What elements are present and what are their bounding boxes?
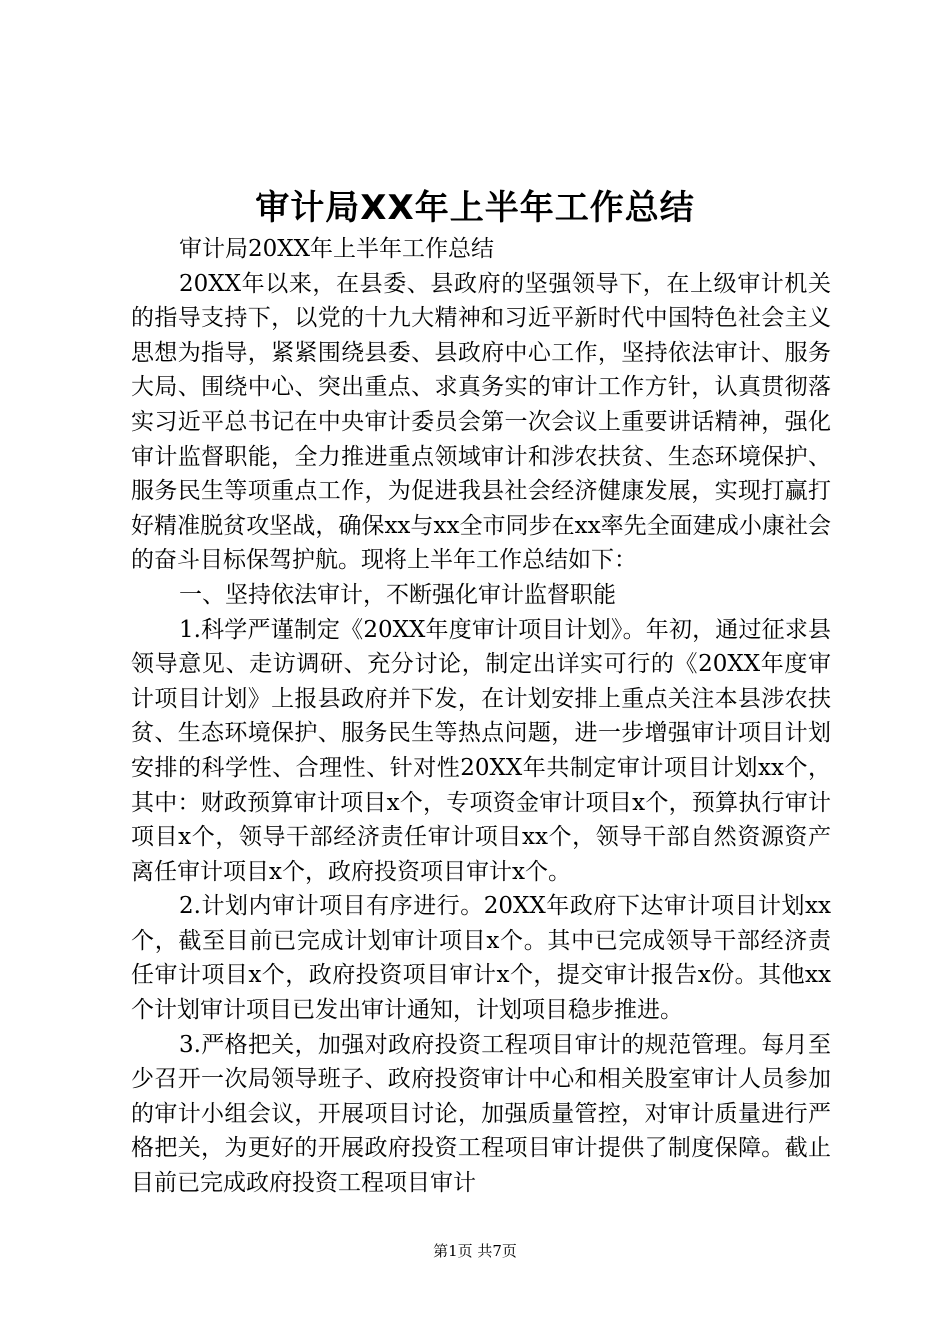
- intro-paragraph: 20XX年以来，在县委、县政府的坚强领导下，在上级审计机关的指导支持下，以党的十九大精神和习近平新时代中国特色社会主义思想为指导，紧紧围绕县委、县政府中心工作，坚持依法审计、服务大局、围绕中心、突出重点、求真务实的审计工作方针，认真贯彻落实习近平总书记在中央审计委员会第一次会议上重要讲话精神，强化审计监督职能，全力推进重点领域审计和涉农扶贫、生态环境保护、服务民生等项重点工作，为促进我县社会经济健康发展，实现打赢打好精准脱贫攻坚战，确保xx与xx全市同步在xx率先全面建成小康社会的奋斗目标保驾护航。现将上半年工作总结如下：: [131, 270, 831, 574]
- subtitle-paragraph: 审计局20XX年上半年工作总结: [179, 236, 495, 262]
- body-paragraph: 2.计划内审计项目有序进行。20XX年政府下达审计项目计划xx个，截至目前已完成计划审计项目x个。其中已完成领导干部经济责任审计项目x个，政府投资项目审计x个，提交审计报告x份。其他xx个计划审计项目已发出审计通知，计划项目稳步推进。: [131, 893, 831, 1024]
- body-paragraph: 1.科学严谨制定《20XX年度审计项目计划》。年初，通过征求县领导意见、走访调研、充分讨论，制定出详实可行的《20XX年度审计项目计划》上报县政府并下发，在计划安排上重点关注本县涉农扶贫、生态环境保护、服务民生等热点问题，进一步增强审计项目计划安排的科学性、合理性、针对性20XX年共制定审计项目计划xx个，其中：财政预算审计项目x个，专项资金审计项目x个，预算执行审计项目x个，领导干部经济责任审计项目xx个，领导干部自然资源资产离任审计项目x个，政府投资项目审计x个。: [131, 616, 831, 885]
- document-title: 审计局XX年上半年工作总结: [255, 188, 695, 228]
- section-heading: 一、坚持依法审计，不断强化审计监督职能: [179, 581, 616, 608]
- body-paragraph: 3.严格把关，加强对政府投资工程项目审计的规范管理。每月至少召开一次局领导班子、政府投资审计中心和相关股室审计人员参加的审计小组会议，开展项目讨论，加强质量管控，对审计质量进行严格把关，为更好的开展政府投资工程项目审计提供了制度保障。截止目前已完成政府投资工程项目审计: [131, 1031, 831, 1197]
- document-body: [131, 232, 831, 1201]
- page-footer: 第1页 共7页: [433, 1242, 517, 1260]
